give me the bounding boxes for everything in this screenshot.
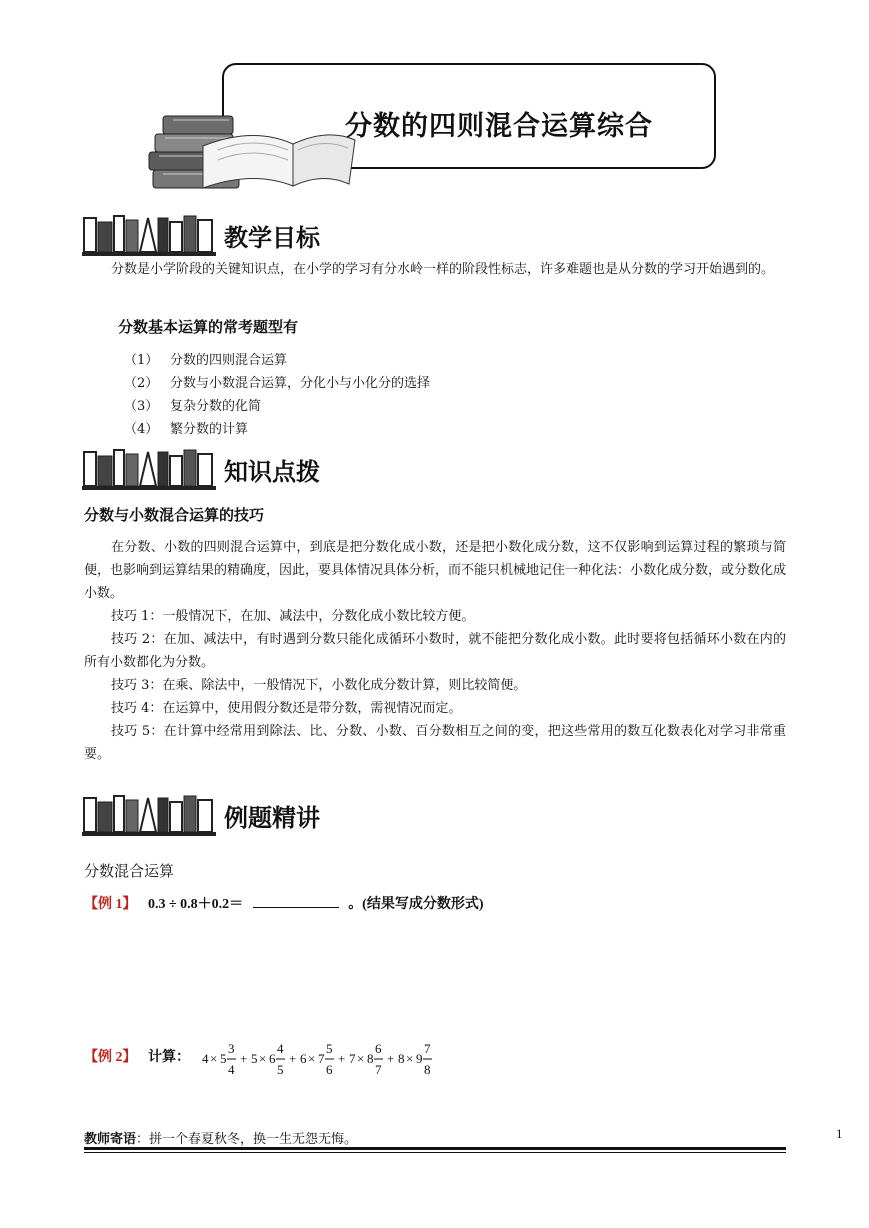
books-icon	[143, 106, 363, 194]
tip-4: 技巧 4：在运算中，使用假分数还是带分数，需视情况而定。	[111, 701, 462, 716]
formula-expression	[202, 1038, 472, 1078]
bookshelf-icon	[82, 792, 216, 836]
page-number: 1	[836, 1126, 843, 1141]
tip-1: 技巧 1：一般情况下，在加、减法中，分数化成小数比较方便。	[111, 609, 475, 624]
formula-factor: 7	[349, 1051, 356, 1066]
fraction-numerator: 3	[228, 1041, 235, 1056]
fraction-denominator: 4	[228, 1062, 235, 1077]
list-item: （1） 分数的四则混合运算	[124, 353, 288, 368]
times-sign: ×	[357, 1051, 365, 1066]
tip-3: 技巧 3：在乘、除法中，一般情况下，小数化成分数计算，则比较简便。	[111, 678, 527, 693]
tip-2: 技巧 2：在加、减法中，有时遇到分数只能化成循环小数时，就不能把分数化成小数。此时要将包括循环小数在内的所有小数都化为分数。	[84, 632, 786, 670]
times-sign: ×	[259, 1051, 267, 1066]
example-label: 计算：	[148, 1050, 190, 1065]
list-item: （2） 分数与小数混合运算，分化小与小化分的选择	[124, 376, 431, 391]
section-examples	[82, 792, 582, 836]
bookshelf-icon	[82, 212, 216, 256]
formula-factor: 8	[398, 1051, 405, 1066]
footer-rule	[84, 1147, 786, 1150]
example-note: 。(结果写成分数形式)	[348, 897, 484, 912]
knowledge-subhead: 分数与小数混合运算的技巧	[84, 506, 265, 524]
times-sign: ×	[210, 1051, 218, 1066]
formula-whole: 6	[269, 1051, 276, 1066]
times-sign: ×	[308, 1051, 316, 1066]
page-title: 分数的四则混合运算综合	[345, 111, 653, 142]
fraction-numerator: 4	[277, 1041, 284, 1056]
footer-label: 教师寄语	[84, 1132, 137, 1147]
goals-list	[124, 349, 430, 441]
fraction-numerator: 5	[326, 1041, 333, 1056]
plus-sign: +	[387, 1051, 395, 1066]
example-expression: 0.3 ÷ 0.8＋0.2＝	[148, 897, 244, 912]
knowledge-body	[84, 536, 786, 766]
list-item: （4） 繁分数的计算	[124, 422, 249, 437]
answer-blank	[253, 893, 339, 908]
example-tag: 【例 1】	[84, 897, 137, 912]
formula-whole: 7	[318, 1051, 325, 1066]
goals-intro: 分数是小学阶段的关键知识点，在小学的学习有分水岭一样的阶段性标志，许多难题也是从分数的学习开始遇到的。	[111, 262, 775, 277]
fraction-denominator: 8	[424, 1062, 431, 1077]
fraction-denominator: 7	[375, 1062, 382, 1077]
example-1	[84, 893, 484, 913]
formula-whole: 5	[220, 1051, 227, 1066]
fraction-denominator: 6	[326, 1062, 333, 1077]
footer-text: ：拼一个春夏秋冬，换一生无怨无悔。	[136, 1132, 358, 1147]
times-sign: ×	[406, 1051, 414, 1066]
formula-factor: 6	[300, 1051, 307, 1066]
goals-subhead: 分数基本运算的常考题型有	[118, 318, 299, 336]
fraction-numerator: 7	[424, 1041, 431, 1056]
example-2	[84, 1046, 190, 1066]
plus-sign: +	[338, 1051, 346, 1066]
examples-subhead: 分数混合运算	[84, 862, 175, 880]
formula-factor: 5	[251, 1051, 258, 1066]
tip-5: 技巧 5：在计算中经常用到除法、比、分数、小数、百分数相互之间的变，把这些常用的数互化数表化对学习非常重要。	[84, 724, 786, 762]
bookshelf-icon	[82, 446, 216, 490]
section-knowledge	[82, 446, 582, 490]
knowledge-para: 在分数、小数的四则混合运算中，到底是把分数化成小数，还是把小数化成分数，这不仅影响到运算过程的繁琐与简便，也影响到运算结果的精确度，因此，要具体情况具体分析，而不能只机械地记住一种化法：小数化成分数，或分数化成小数。	[84, 540, 787, 601]
plus-sign: +	[289, 1051, 297, 1066]
fraction-numerator: 6	[375, 1041, 382, 1056]
section-title: 教学目标	[224, 224, 320, 252]
fraction-denominator: 5	[277, 1062, 284, 1077]
section-title: 知识点拨	[224, 458, 320, 486]
plus-sign: +	[240, 1051, 248, 1066]
footer-rule-thin	[84, 1152, 786, 1153]
teacher-message	[84, 1128, 357, 1147]
formula-whole: 9	[416, 1051, 423, 1066]
example-tag: 【例 2】	[84, 1050, 137, 1065]
section-goals	[82, 212, 582, 256]
list-item: （3） 复杂分数的化简	[124, 399, 262, 414]
formula-factor: 4	[202, 1051, 209, 1066]
section-title: 例题精讲	[224, 804, 320, 832]
formula-whole: 8	[367, 1051, 374, 1066]
